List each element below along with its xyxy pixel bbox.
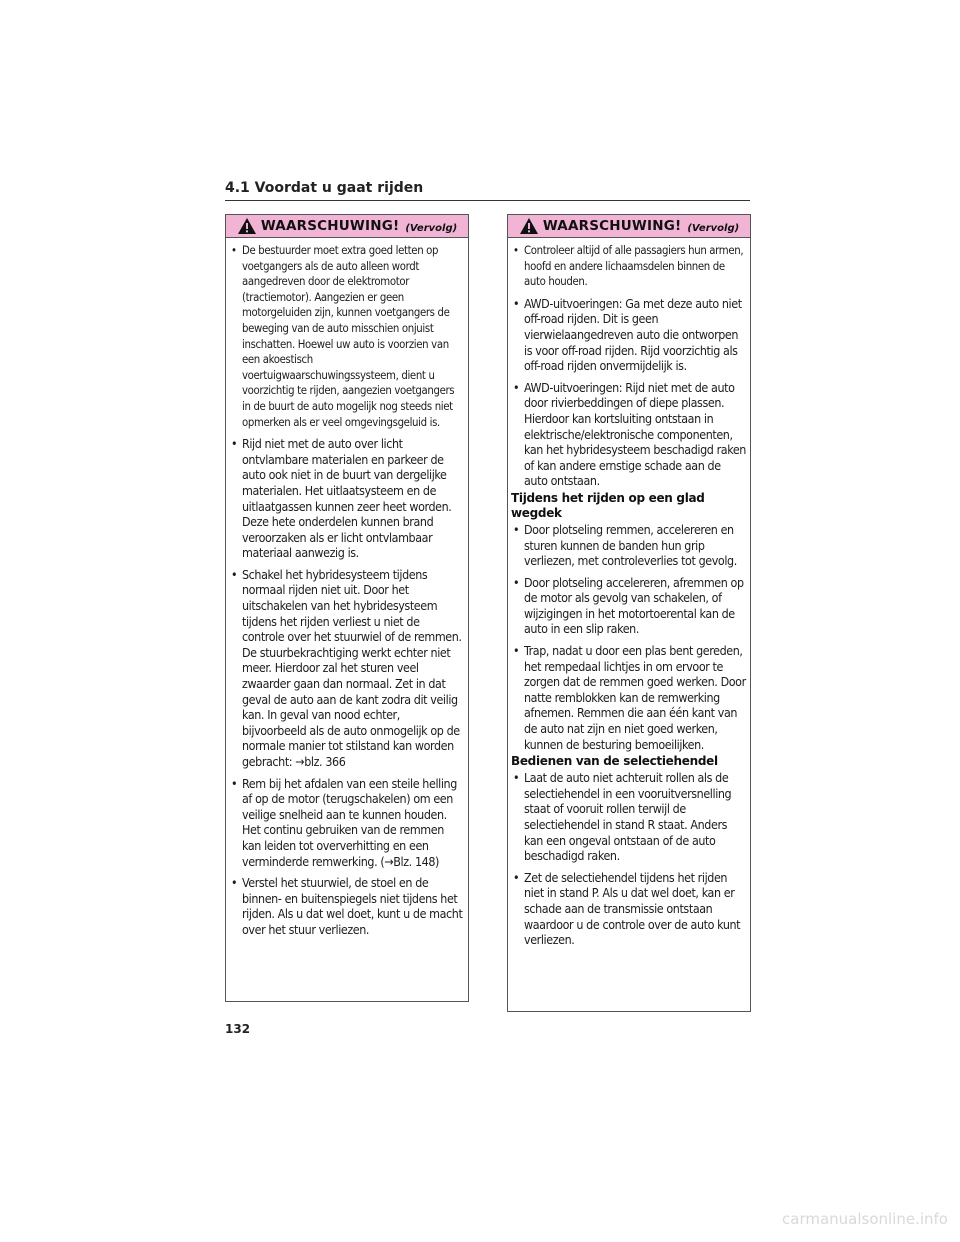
list-item: • Controleer altijd of alle passagiers hun armen, hoofd en andere lichaamsdelen binnen de auto houden.	[513, 244, 744, 289]
list-item: • Door plotseling accelereren, afremmen op de motor als gevolg van schakelen, of wijzigingen in het motortoerental kan de auto in een slip raken.	[513, 574, 744, 637]
list-item: • Laat de auto niet achteruit rollen als de selectiehendel in een vooruitversnelling staat of vooruit rollen terwijl de selectiehendel in stand R staat. Anders kan een ongeval ontstaan of de auto beschadigd raken.	[513, 770, 732, 864]
warning-content	[508, 238, 750, 948]
list-item: • Zet de selectiehendel tijdens het rijden niet in stand P. Als u dat wel doet, kan er schade aan de transmissie ontstaan waardoor u de controle over de auto kunt verliezen.	[513, 869, 741, 948]
list-item: • Trap, nadat u door een plas bent gereden, het rempedaal lichtjes in om ervoor te zorgen dat de remmen goed werken. Door natte remblokken kan de remwerking afnemen. Remmen die aan één kant van de auto nat zijn en niet goed werken, kunnen de besturing bemoeilijken.	[513, 643, 746, 752]
list-item: • Verstel het stuurwiel, de stoel en de binnen- en buitenspiegels niet tijdens het rijden. Als u dat wel doet, kunt u de macht over het stuur verliezen.	[231, 875, 463, 937]
list-item: • Rijd niet met de auto over licht ontvlambare materialen en parkeer de auto ook niet in de buurt van dergelijke materialen. Het uitlaatsysteem en de uitlaatgassen kunnen zeer heet worden. Deze hete onderdelen kunnen brand veroorzaken als er licht ontvlambaar materiaal aanwezig is.	[231, 436, 452, 561]
warning-title: WAARSCHUWING!	[260, 218, 400, 234]
page-number: 132	[225, 1022, 251, 1036]
list-item: • Rem bij het afdalen van een steile helling af op de motor (terugschakelen) om een veilige snelheid aan te kunnen houden. Het continu gebruiken van de remmen kan leiden tot oververhitting en een verminderde remwerking. (→Blz. 148)	[231, 775, 457, 869]
list-item: • De bestuurder moet extra goed letten op voetgangers als de auto alleen wordt aangedreven door de elektromotor (tractiemotor). Aangezien er geen motorgeluiden zijn, kunnen voetgangers de beweging van de auto misschien onjuist inschatten. Hoewel uw auto is voorzien van een akoestisch voertuigwaarschuwingssysteem, dient u voorzichtig te rijden, aangezien voetgangers in de buurt de auto mogelijk nog steeds niet opmerken als er veel omgevingsgeluid is.	[231, 244, 455, 429]
warning-subtitle: (Vervolg)	[687, 222, 740, 234]
warning-title: WAARSCHUWING!	[542, 218, 682, 234]
warning-subtitle: (Vervolg)	[405, 222, 458, 234]
list-item: • Schakel het hybridesysteem tijdens normaal rijden niet uit. Door het uitschakelen van het hybridesysteem tijdens het rijden verliest u niet de controle over het stuurwiel of de remmen. De stuurbekrachtiging werkt echter niet meer. Hierdoor zal het sturen veel zwaarder gaan dan normaal. Zet in dat geval de auto aan de kant zodra dit veilig kan. In geval van nood echter, bijvoorbeeld als de auto onmogelijk op de normale manier tot stilstand kan worden gebracht: →blz. 366	[231, 566, 462, 769]
warning-content	[226, 238, 468, 938]
list-item: • AWD-uitvoeringen: Ga met deze auto niet off-road rijden. Dit is geen vierwielaangedreven auto die ontworpen is voor off-road rijden. Rijd voorzichtig als off-road rijden onvermijdelijk is.	[513, 295, 742, 374]
warning-triangle-icon	[519, 217, 539, 235]
watermark: carmanualsonline.info	[782, 1210, 948, 1228]
warning-box-left	[225, 214, 469, 1002]
list-item: • Door plotseling remmen, accelereren en sturen kunnen de banden hun grip verliezen, met controleverlies tot gevolg.	[513, 521, 737, 569]
warning-header	[226, 215, 468, 238]
section-heading: Bedienen van de selectiehendel	[511, 754, 718, 769]
section-header: 4.1 Voordat u gaat rijden	[225, 180, 424, 196]
header-divider	[225, 200, 750, 201]
warning-triangle-icon	[237, 217, 257, 235]
warning-header	[508, 215, 750, 238]
list-item: • AWD-uitvoeringen: Rijd niet met de auto door rivierbeddingen of diepe plassen. Hierdoor kan kortsluiting ontstaan in elektrische/elektronische componenten, kan het hybridesysteem beschadigd raken of kan andere ernstige schade aan de auto ontstaan.	[513, 379, 746, 489]
section-heading: Tijdens het rijden op een glad wegdek	[511, 490, 705, 520]
warning-box-right	[507, 214, 751, 1012]
